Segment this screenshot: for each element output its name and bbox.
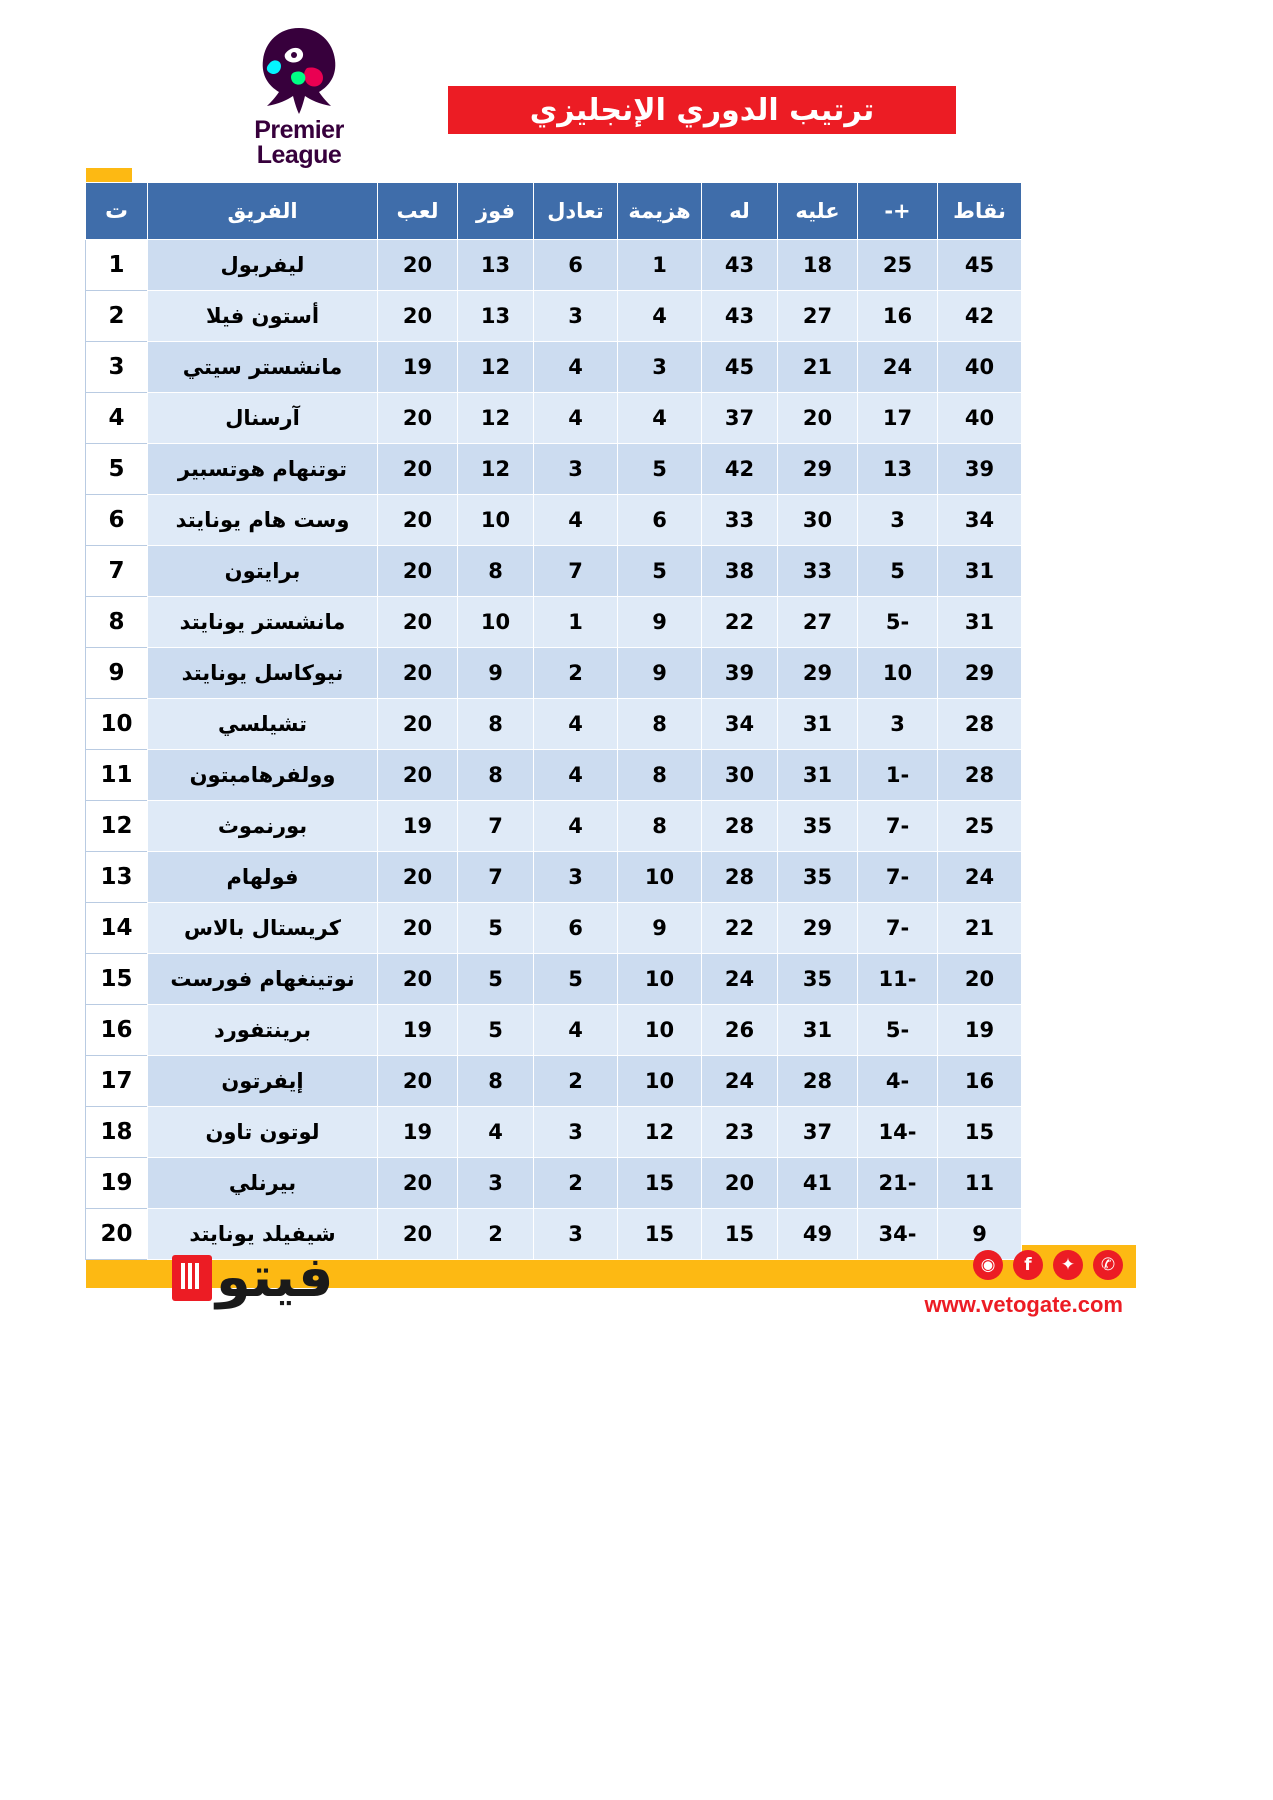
cell-goal-difference: -7 [858, 903, 938, 954]
cell-goals-for: 33 [702, 495, 778, 546]
cell-points: 16 [938, 1056, 1022, 1107]
cell-goal-difference: 3 [858, 699, 938, 750]
cell-team: توتنهام هوتسبير [148, 444, 378, 495]
cell-goals-for: 43 [702, 291, 778, 342]
cell-goals-against: 49 [778, 1209, 858, 1260]
cell-played: 19 [378, 1107, 458, 1158]
cell-rank: 1 [86, 240, 148, 291]
cell-goal-difference: 13 [858, 444, 938, 495]
cell-rank: 13 [86, 852, 148, 903]
cell-wins: 7 [458, 801, 534, 852]
cell-goals-against: 35 [778, 801, 858, 852]
cell-draws: 2 [534, 1056, 618, 1107]
social-links[interactable] [973, 1250, 1123, 1280]
cell-goals-for: 43 [702, 240, 778, 291]
cell-wins: 5 [458, 1005, 534, 1056]
table-row [86, 495, 1022, 546]
cell-rank: 12 [86, 801, 148, 852]
cell-goal-difference: -11 [858, 954, 938, 1005]
cell-wins: 12 [458, 444, 534, 495]
table-header-row [86, 183, 1022, 240]
cell-rank: 7 [86, 546, 148, 597]
column-header-draws: تعادل [534, 183, 618, 240]
cell-rank: 11 [86, 750, 148, 801]
page-title-banner [448, 86, 956, 134]
facebook-icon[interactable]: f [1013, 1250, 1043, 1280]
cell-rank: 15 [86, 954, 148, 1005]
cell-losses: 3 [618, 342, 702, 393]
cell-team: ليفربول [148, 240, 378, 291]
cell-draws: 1 [534, 597, 618, 648]
brand-hand-icon [172, 1255, 212, 1301]
cell-team: تشيلسي [148, 699, 378, 750]
site-url[interactable]: www.vetogate.com [924, 1292, 1123, 1317]
cell-goals-for: 20 [702, 1158, 778, 1209]
cell-draws: 4 [534, 495, 618, 546]
cell-wins: 5 [458, 954, 534, 1005]
twitter-icon[interactable]: ✦ [1053, 1250, 1083, 1280]
cell-goals-for: 38 [702, 546, 778, 597]
cell-goals-for: 23 [702, 1107, 778, 1158]
cell-draws: 3 [534, 1209, 618, 1260]
cell-goal-difference: 5 [858, 546, 938, 597]
cell-team: نوتينغهام فورست [148, 954, 378, 1005]
cell-goals-for: 28 [702, 852, 778, 903]
cell-goals-against: 28 [778, 1056, 858, 1107]
cell-played: 20 [378, 240, 458, 291]
cell-goals-for: 39 [702, 648, 778, 699]
table-row [86, 1158, 1022, 1209]
cell-points: 28 [938, 750, 1022, 801]
cell-goal-difference: -1 [858, 750, 938, 801]
cell-played: 19 [378, 342, 458, 393]
cell-rank: 9 [86, 648, 148, 699]
cell-rank: 17 [86, 1056, 148, 1107]
cell-rank: 10 [86, 699, 148, 750]
cell-played: 20 [378, 750, 458, 801]
logo-line-2: League [256, 141, 342, 169]
cell-goal-difference: 16 [858, 291, 938, 342]
table-row [86, 852, 1022, 903]
cell-goals-against: 18 [778, 240, 858, 291]
cell-wins: 9 [458, 648, 534, 699]
cell-points: 40 [938, 393, 1022, 444]
cell-goals-for: 34 [702, 699, 778, 750]
cell-losses: 10 [618, 954, 702, 1005]
cell-goal-difference: -21 [858, 1158, 938, 1209]
cell-goals-against: 31 [778, 750, 858, 801]
table-row [86, 1005, 1022, 1056]
cell-losses: 5 [618, 546, 702, 597]
cell-losses: 10 [618, 1056, 702, 1107]
whatsapp-icon[interactable]: ✆ [1093, 1250, 1123, 1280]
cell-goal-difference: -34 [858, 1209, 938, 1260]
cell-draws: 2 [534, 1158, 618, 1209]
cell-draws: 4 [534, 699, 618, 750]
table-row [86, 546, 1022, 597]
table-row [86, 342, 1022, 393]
cell-points: 28 [938, 699, 1022, 750]
cell-rank: 4 [86, 393, 148, 444]
cell-team: بورنموث [148, 801, 378, 852]
cell-goals-against: 37 [778, 1107, 858, 1158]
cell-goals-for: 42 [702, 444, 778, 495]
cell-wins: 8 [458, 1056, 534, 1107]
cell-goals-against: 27 [778, 597, 858, 648]
cell-played: 19 [378, 1005, 458, 1056]
cell-team: نيوكاسل يونايتد [148, 648, 378, 699]
cell-team: فولهام [148, 852, 378, 903]
table-row [86, 1107, 1022, 1158]
cell-wins: 4 [458, 1107, 534, 1158]
cell-team: مانشستر يونايتد [148, 597, 378, 648]
cell-wins: 12 [458, 342, 534, 393]
cell-points: 31 [938, 597, 1022, 648]
cell-points: 9 [938, 1209, 1022, 1260]
cell-played: 20 [378, 852, 458, 903]
cell-played: 20 [378, 444, 458, 495]
cell-goals-against: 41 [778, 1158, 858, 1209]
cell-goals-against: 27 [778, 291, 858, 342]
cell-wins: 5 [458, 903, 534, 954]
cell-played: 20 [378, 903, 458, 954]
page-title: ترتيب الدوري الإنجليزي [529, 92, 875, 128]
table-row [86, 648, 1022, 699]
cell-rank: 2 [86, 291, 148, 342]
cell-team: برايتون [148, 546, 378, 597]
cell-losses: 5 [618, 444, 702, 495]
cell-goals-against: 20 [778, 393, 858, 444]
cell-goal-difference: -7 [858, 801, 938, 852]
cell-losses: 8 [618, 801, 702, 852]
cell-goal-difference: 17 [858, 393, 938, 444]
cell-team: إيفرتون [148, 1056, 378, 1107]
cell-played: 20 [378, 495, 458, 546]
premier-league-lion-icon [239, 24, 359, 116]
vetogate-brand-logo [168, 1245, 334, 1310]
cell-goals-for: 45 [702, 342, 778, 393]
cell-losses: 8 [618, 699, 702, 750]
cell-wins: 7 [458, 852, 534, 903]
cell-goals-against: 29 [778, 648, 858, 699]
cell-wins: 3 [458, 1158, 534, 1209]
table-row [86, 597, 1022, 648]
cell-goals-for: 30 [702, 750, 778, 801]
cell-draws: 6 [534, 240, 618, 291]
column-header-rank: ت [86, 183, 148, 240]
cell-goal-difference: -14 [858, 1107, 938, 1158]
cell-wins: 10 [458, 495, 534, 546]
column-header-points: نقاط [938, 183, 1022, 240]
cell-goals-for: 22 [702, 597, 778, 648]
table-row [86, 444, 1022, 495]
cell-played: 20 [378, 291, 458, 342]
cell-played: 20 [378, 699, 458, 750]
cell-rank: 5 [86, 444, 148, 495]
table-row [86, 240, 1022, 291]
cell-team: مانشستر سيتي [148, 342, 378, 393]
cell-goals-for: 22 [702, 903, 778, 954]
cell-team: لوتون تاون [148, 1107, 378, 1158]
cell-draws: 4 [534, 393, 618, 444]
cell-played: 20 [378, 1209, 458, 1260]
cell-points: 45 [938, 240, 1022, 291]
cell-points: 31 [938, 546, 1022, 597]
cell-goals-against: 31 [778, 699, 858, 750]
table-row [86, 903, 1022, 954]
cell-goal-difference: 3 [858, 495, 938, 546]
cell-goal-difference: 25 [858, 240, 938, 291]
cell-losses: 12 [618, 1107, 702, 1158]
cell-rank: 3 [86, 342, 148, 393]
cell-losses: 1 [618, 240, 702, 291]
column-header-goals-for: له [702, 183, 778, 240]
cell-losses: 9 [618, 903, 702, 954]
table-row [86, 801, 1022, 852]
cell-goals-for: 37 [702, 393, 778, 444]
column-header-goal-difference: +- [858, 183, 938, 240]
cell-played: 19 [378, 801, 458, 852]
cell-losses: 8 [618, 750, 702, 801]
cell-goals-for: 28 [702, 801, 778, 852]
cell-losses: 9 [618, 597, 702, 648]
table-row [86, 1056, 1022, 1107]
cell-goal-difference: 24 [858, 342, 938, 393]
cell-wins: 2 [458, 1209, 534, 1260]
cell-played: 20 [378, 954, 458, 1005]
cell-played: 20 [378, 546, 458, 597]
cell-rank: 18 [86, 1107, 148, 1158]
page-header [0, 8, 1273, 178]
standings-table [85, 182, 1022, 1260]
cell-draws: 3 [534, 444, 618, 495]
column-header-played: لعب [378, 183, 458, 240]
cell-goals-against: 35 [778, 954, 858, 1005]
cell-team: آرسنال [148, 393, 378, 444]
cell-points: 20 [938, 954, 1022, 1005]
column-header-losses: هزيمة [618, 183, 702, 240]
cell-rank: 20 [86, 1209, 148, 1260]
table-row [86, 750, 1022, 801]
cell-wins: 12 [458, 393, 534, 444]
cell-goals-against: 29 [778, 444, 858, 495]
cell-draws: 7 [534, 546, 618, 597]
cell-points: 40 [938, 342, 1022, 393]
cell-points: 15 [938, 1107, 1022, 1158]
table-row [86, 393, 1022, 444]
cell-draws: 2 [534, 648, 618, 699]
cell-goal-difference: 10 [858, 648, 938, 699]
cell-played: 20 [378, 1056, 458, 1107]
brand-name-arabic: فيتو [216, 1245, 334, 1310]
cell-played: 20 [378, 393, 458, 444]
cell-points: 19 [938, 1005, 1022, 1056]
cell-goals-for: 24 [702, 1056, 778, 1107]
cell-points: 11 [938, 1158, 1022, 1209]
cell-rank: 19 [86, 1158, 148, 1209]
cell-goals-against: 33 [778, 546, 858, 597]
cell-losses: 6 [618, 495, 702, 546]
cell-goals-against: 21 [778, 342, 858, 393]
cell-rank: 6 [86, 495, 148, 546]
cell-goals-for: 26 [702, 1005, 778, 1056]
cell-goal-difference: -4 [858, 1056, 938, 1107]
standings-table-container [100, 182, 1022, 1260]
cell-draws: 3 [534, 291, 618, 342]
cell-team: أستون فيلا [148, 291, 378, 342]
cell-points: 29 [938, 648, 1022, 699]
logo-line-1: Premier [254, 116, 344, 144]
cell-wins: 8 [458, 699, 534, 750]
cell-played: 20 [378, 1158, 458, 1209]
cell-losses: 15 [618, 1209, 702, 1260]
cell-points: 34 [938, 495, 1022, 546]
standings-table-body [86, 240, 1022, 1260]
cell-losses: 4 [618, 291, 702, 342]
cell-goal-difference: -5 [858, 1005, 938, 1056]
cell-goals-against: 35 [778, 852, 858, 903]
cell-points: 42 [938, 291, 1022, 342]
cell-goal-difference: -5 [858, 597, 938, 648]
cell-goals-for: 24 [702, 954, 778, 1005]
cell-losses: 10 [618, 852, 702, 903]
premier-league-logo [190, 16, 408, 176]
cell-team: وست هام يونايتد [148, 495, 378, 546]
cell-rank: 14 [86, 903, 148, 954]
cell-team: برينتفورد [148, 1005, 378, 1056]
cell-draws: 4 [534, 750, 618, 801]
cell-rank: 8 [86, 597, 148, 648]
cell-wins: 13 [458, 291, 534, 342]
column-header-wins: فوز [458, 183, 534, 240]
cell-wins: 8 [458, 546, 534, 597]
cell-wins: 13 [458, 240, 534, 291]
table-row [86, 954, 1022, 1005]
column-header-team: الفريق [148, 183, 378, 240]
cell-losses: 9 [618, 648, 702, 699]
cell-losses: 15 [618, 1158, 702, 1209]
cell-draws: 5 [534, 954, 618, 1005]
cell-goals-against: 29 [778, 903, 858, 954]
cell-draws: 6 [534, 903, 618, 954]
cell-goal-difference: -7 [858, 852, 938, 903]
cell-losses: 10 [618, 1005, 702, 1056]
cell-team: وولفرهامبتون [148, 750, 378, 801]
cell-points: 21 [938, 903, 1022, 954]
instagram-icon[interactable]: ◉ [973, 1250, 1003, 1280]
cell-goals-against: 30 [778, 495, 858, 546]
cell-draws: 4 [534, 342, 618, 393]
cell-rank: 16 [86, 1005, 148, 1056]
cell-played: 20 [378, 648, 458, 699]
cell-draws: 4 [534, 801, 618, 852]
cell-wins: 10 [458, 597, 534, 648]
cell-points: 39 [938, 444, 1022, 495]
cell-wins: 8 [458, 750, 534, 801]
cell-team: بيرنلي [148, 1158, 378, 1209]
cell-played: 20 [378, 597, 458, 648]
cell-draws: 4 [534, 1005, 618, 1056]
column-header-goals-against: عليه [778, 183, 858, 240]
cell-draws: 3 [534, 852, 618, 903]
cell-points: 24 [938, 852, 1022, 903]
table-row [86, 291, 1022, 342]
table-row [86, 699, 1022, 750]
cell-losses: 4 [618, 393, 702, 444]
cell-team: شيفيلد يونايتد [148, 1209, 378, 1260]
cell-points: 25 [938, 801, 1022, 852]
cell-goals-against: 31 [778, 1005, 858, 1056]
cell-goals-for: 15 [702, 1209, 778, 1260]
cell-team: كريستال بالاس [148, 903, 378, 954]
cell-draws: 3 [534, 1107, 618, 1158]
